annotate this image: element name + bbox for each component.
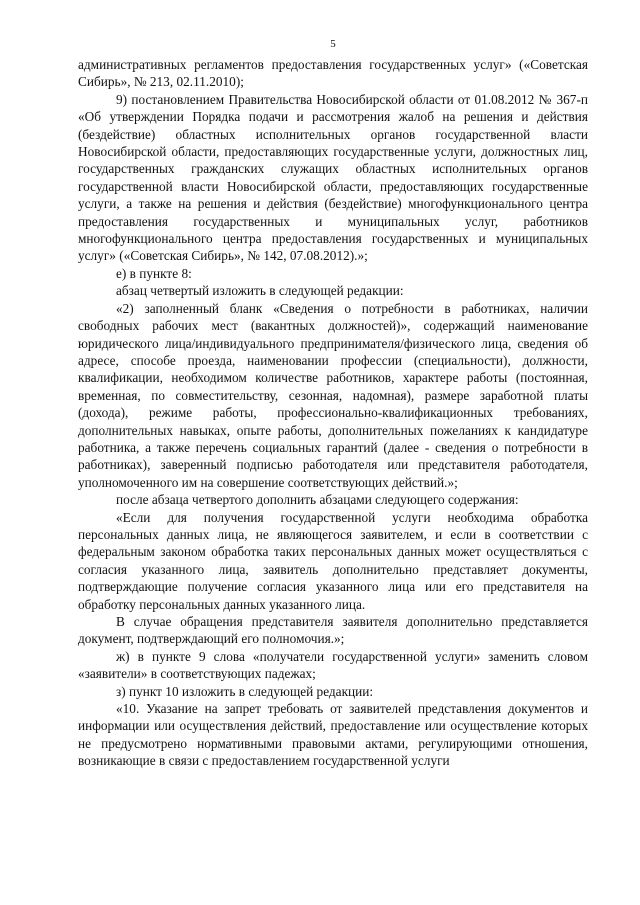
document-body: [78, 56, 588, 770]
paragraph-10: з) пункт 10 изложить в следующей редакции:: [116, 683, 374, 699]
paragraph-3: е) в пункте 8:: [116, 265, 192, 281]
paragraph-5: «2) заполненный бланк «Сведения о потребности в работниках, наличии свободных рабочих мест (вакантных должностей)», содержащий наименование юридического лица/индивидуального предпринимателя/физического лица, сведения об адресе, способе проезда, наименовании профессии (специальности), должности, квалификации, необходимом количестве работников, характере работы (постоянная, временная, по совместительству, сезонная, надомная), размере заработной платы (дохода), режиме работы, профессионально-квалификационных требованиях, дополнительных навыках, опыте работы, дополнительных пожеланиях к кандидатуре работника, а также перечень социальных гарантий (далее - сведения о потребности в работниках), заверенный подписью работодателя или представителя работодателя, уполномоченного им на совершение соответствующих действий.»;: [78, 300, 588, 490]
paragraph-1: административных регламентов предоставления государственных услуг» («Советская Сибирь», № 213, 02.11.2010);: [78, 57, 588, 90]
page-number: 5: [330, 38, 336, 50]
paragraph-4: абзац четвертый изложить в следующей редакции:: [116, 283, 404, 299]
paragraph-6: после абзаца четвертого дополнить абзацами следующего содержания:: [116, 492, 519, 508]
paragraph-2: 9) постановлением Правительства Новосибирской области от 01.08.2012 № 367-п «Об утверждении Порядка подачи и рассмотрения жалоб на решения и действия (бездействие) областных исполнительных органов государственной власти Новосибирской области, предоставляющих государственные услуги, должностных лиц, государственных гражданских служащих областных исполнительных органов государственной власти Новосибирской области, предоставляющих государственные услуги, а также на решения и действия (бездействие) многофункционального центра предоставления государственных и муниципальных услуг, работников многофункционального центра предоставления государственных и муниципальных услуг» («Советская Сибирь», № 142, 07.08.2012).»;: [78, 91, 588, 264]
paragraph-11: «10. Указание на запрет требовать от заявителей представления документов и информации или осуществления действий, предоставление или осуществление которых не предусмотрено нормативными правовыми актами, регулирующими отношения, возникающие в связи с предоставлением государственной услуги: [78, 701, 588, 769]
paragraph-7: «Если для получения государственной услуги необходима обработка персональных данных лица, не являющегося заявителем, и если в соответствии с федеральным законом обработка таких персональных данных может осуществляться с согласия указанного лица, заявитель дополнительно представляет документы, подтверждающие получение согласия указанного лица или его представителя на обработку персональных данных указанного лица.: [78, 509, 588, 612]
paragraph-9: ж) в пункте 9 слова «получатели государственной услуги» заменить словом «заявители» в соответствующих падежах;: [78, 648, 588, 682]
paragraph-8: В случае обращения представителя заявителя дополнительно представляется документ, подтверждающий его полномочия.»;: [78, 614, 588, 647]
